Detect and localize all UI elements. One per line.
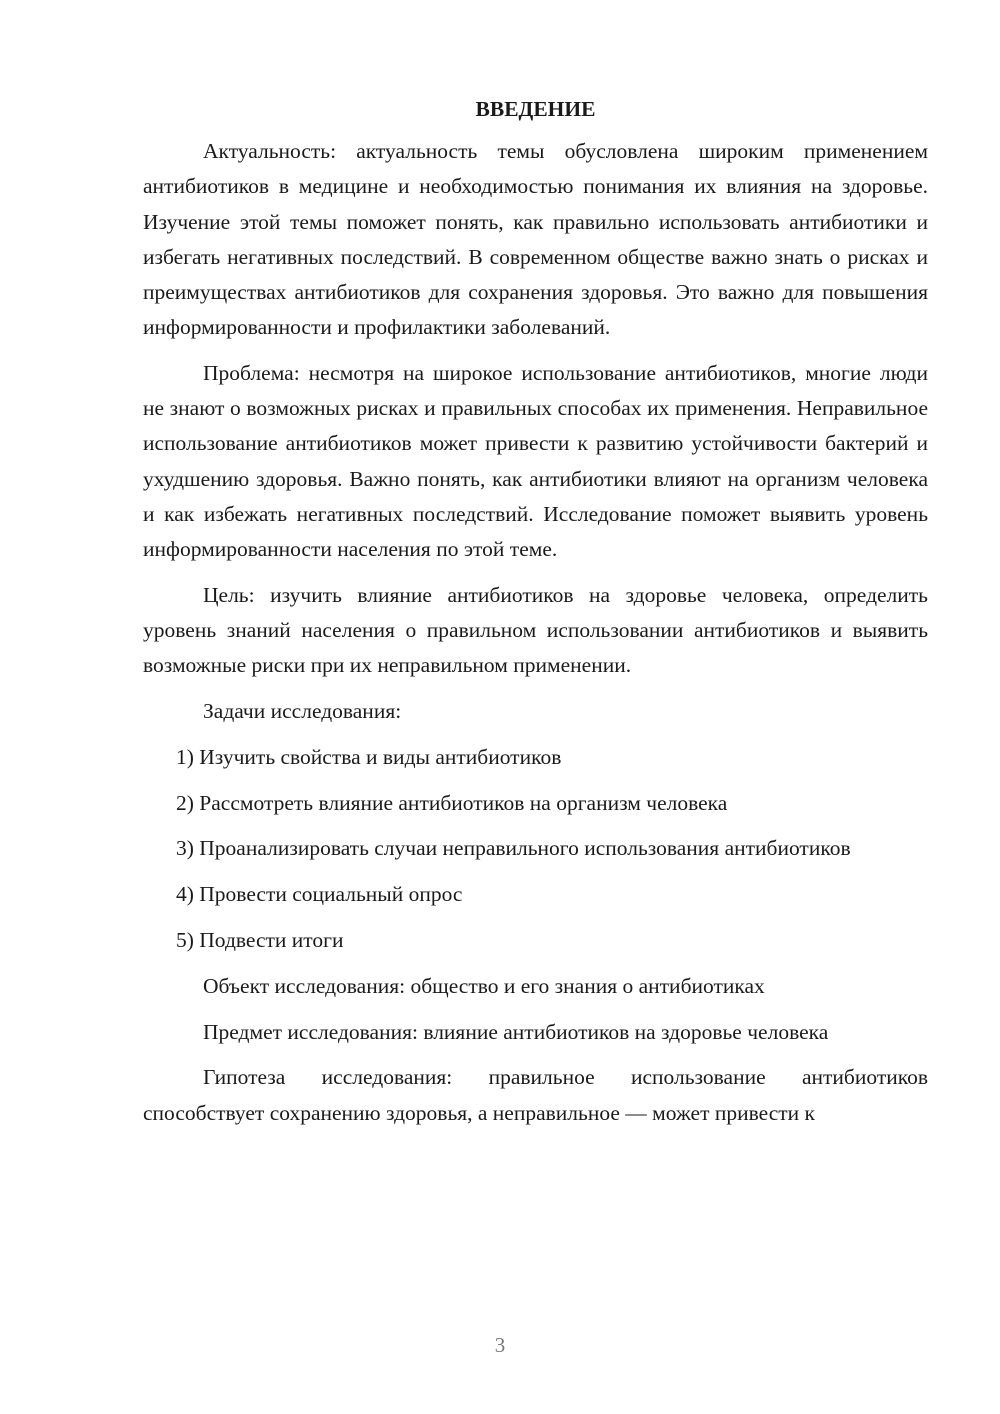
document-page	[143, 92, 928, 1141]
task-item-3: 3) Проанализировать случаи неправильного использования антибиотиков	[176, 836, 851, 861]
subject-paragraph: Предмет исследования: влияние антибиотиков на здоровье человека	[203, 1019, 829, 1044]
task-item-5: 5) Подвести итоги	[176, 928, 344, 953]
goal-paragraph: Цель: изучить влияние антибиотиков на здоровье человека, определить уровень знаний населения о правильном использовании антибиотиков и выявить возможные риски при их неправильном применении.	[143, 582, 928, 678]
tasks-label: Задачи исследования:	[203, 699, 402, 724]
task-item-1: 1) Изучить свойства и виды антибиотиков	[176, 744, 562, 769]
object-paragraph: Объект исследования: общество и его знания о антибиотиках	[203, 973, 765, 998]
section-heading: ВВЕДЕНИЕ	[475, 97, 596, 121]
hypothesis-paragraph: Гипотеза исследования: правильное использование антибиотиков способствует сохранению здоровья, а неправильное — может привести к	[143, 1065, 928, 1125]
relevance-paragraph: Актуальность: актуальность темы обусловлена широким применением антибиотиков в медицине и необходимостью понимания их влияния на здоровье. Изучение этой темы поможет понять, как правильно использовать антибиотики и избегать негативных последствий. В современном обществе важно знать о рисках и преимуществах антибиотиков для сохранения здоровья. Это важно для повышения информированности и профилактики заболеваний.	[143, 139, 928, 340]
task-item-2: 2) Рассмотреть влияние антибиотиков на организм человека	[176, 790, 728, 815]
page-number: 3	[494, 1333, 506, 1357]
problem-paragraph: Проблема: несмотря на широкое использование антибиотиков, многие люди не знают о возможных рисках и правильных способах их применения. Неправильное использование антибиотиков может привести к развитию устойчивости бактерий и ухудшению здоровья. Важно понять, как антибиотики влияют на организм человека и как избежать негативных последствий. Исследование поможет выявить уровень информированности населения по этой теме.	[143, 361, 928, 562]
task-item-4: 4) Провести социальный опрос	[176, 882, 463, 907]
